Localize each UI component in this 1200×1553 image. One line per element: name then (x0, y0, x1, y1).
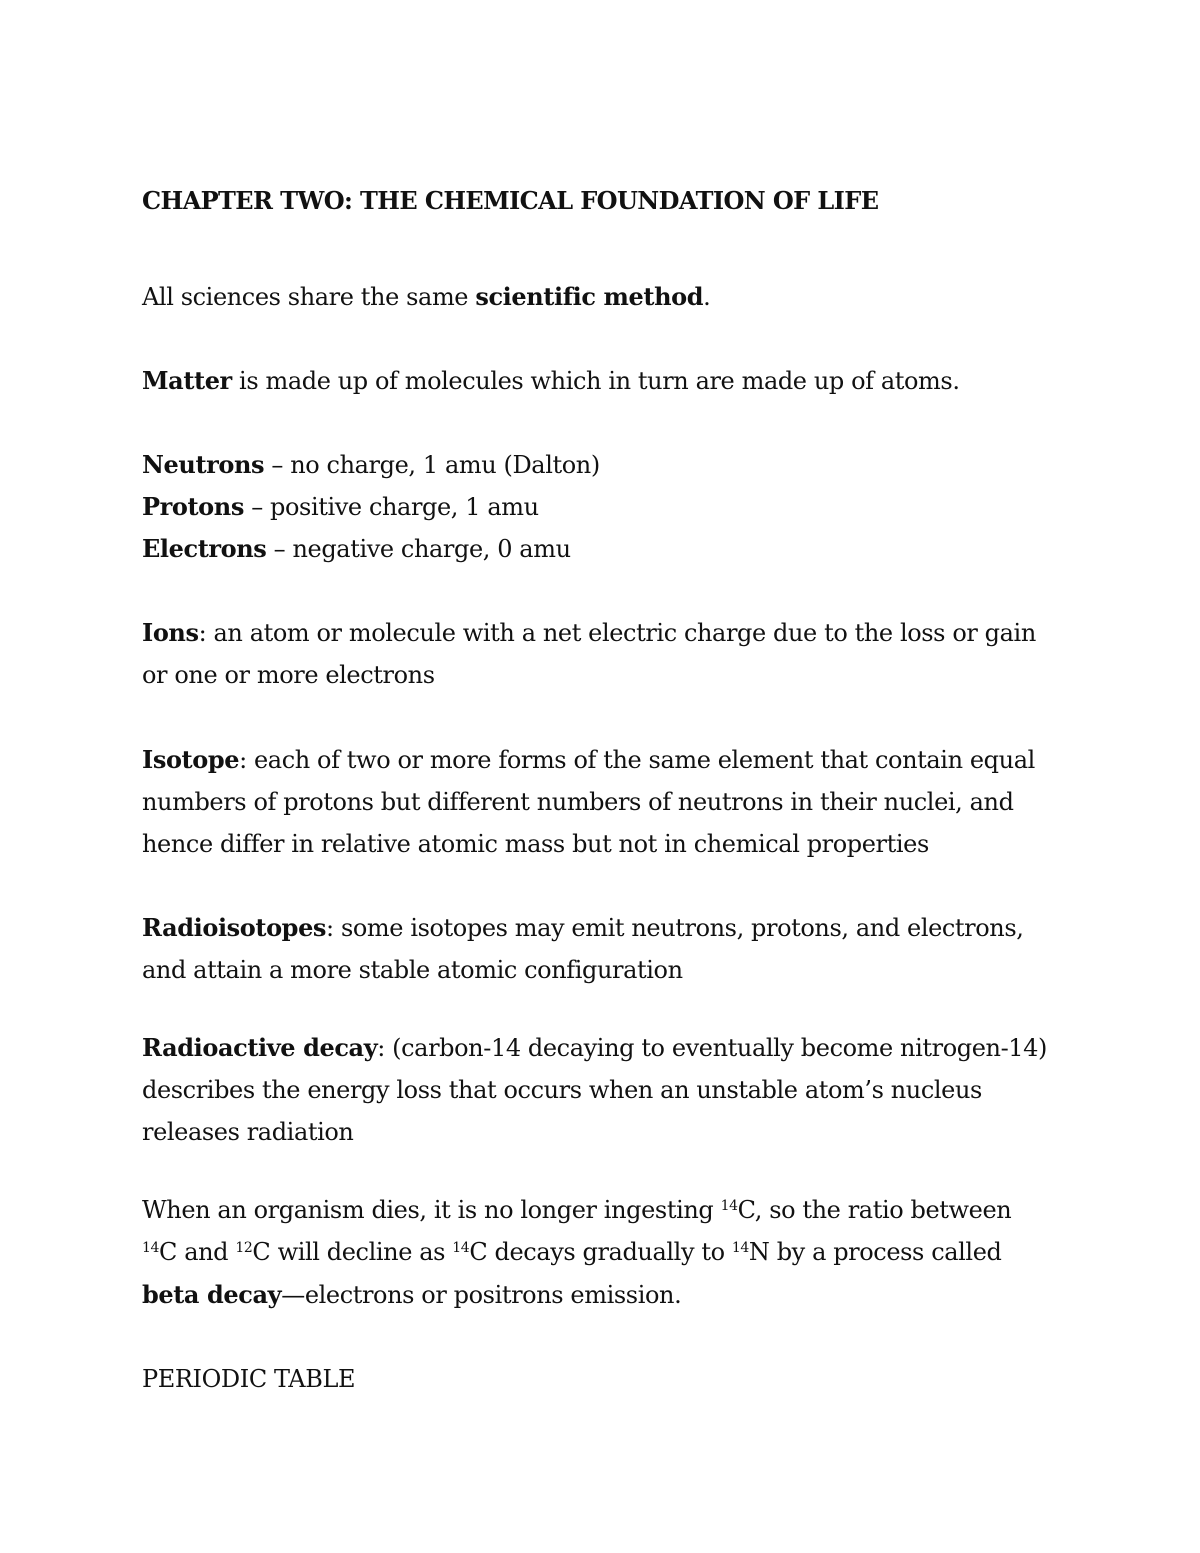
text: —electrons or positrons emission. (281, 1281, 682, 1309)
paragraph-organism (142, 1189, 1011, 1231)
term-protons: Protons (142, 492, 244, 521)
particle-neutrons (142, 444, 600, 486)
text: C decays gradually to (469, 1238, 732, 1266)
text: is made up of molecules which in turn are made up of atoms. (231, 367, 960, 395)
paragraph-radioisotopes (142, 907, 1024, 949)
paragraph-scientific-method (142, 276, 710, 318)
term-ions: Ions (142, 618, 199, 647)
superscript: 14 (720, 1198, 738, 1214)
paragraph-organism-cont (142, 1274, 681, 1316)
superscript: 12 (235, 1240, 253, 1256)
chapter-title: CHAPTER TWO: THE CHEMICAL FOUNDATION OF LIFE (142, 186, 879, 215)
paragraph-isotope-cont: hence differ in relative atomic mass but not in chemical properties (142, 830, 929, 858)
paragraph-ions (142, 612, 1036, 654)
term-isotope: Isotope (142, 745, 240, 774)
text: : each of two or more forms of the same element that contain equal (239, 746, 1035, 774)
particle-protons (142, 486, 539, 528)
text: C will decline as (252, 1238, 453, 1266)
term-beta-decay: beta decay (142, 1280, 282, 1309)
text: – positive charge, 1 amu (243, 493, 539, 521)
term-scientific-method: scientific method (475, 282, 704, 311)
term-neutrons: Neutrons (142, 450, 265, 479)
text: N by a process called (748, 1238, 1002, 1266)
paragraph-radioactive-decay-cont: releases radiation (142, 1118, 354, 1146)
text: – negative charge, 0 amu (266, 535, 571, 563)
term-radioisotopes: Radioisotopes (142, 913, 327, 942)
text: : an atom or molecule with a net electric charge due to the loss or gain (198, 619, 1036, 647)
section-periodic-table: PERIODIC TABLE (142, 1365, 356, 1393)
term-matter: Matter (142, 366, 232, 395)
text: When an organism dies, it is no longer ingesting (142, 1196, 721, 1224)
text: . (703, 283, 711, 311)
paragraph-isotope (142, 739, 1035, 781)
term-radioactive-decay: Radioactive decay (142, 1033, 378, 1062)
text: All sciences share the same (142, 283, 476, 311)
text: : some isotopes may emit neutrons, protons, and electrons, (326, 914, 1024, 942)
term-electrons: Electrons (142, 534, 267, 563)
text: C, so the ratio between (737, 1196, 1012, 1224)
superscript: 14 (142, 1240, 160, 1256)
superscript: 14 (731, 1240, 749, 1256)
text: – no charge, 1 amu (Dalton) (264, 451, 600, 479)
paragraph-radioactive-decay (142, 1027, 1047, 1069)
paragraph-organism-cont (142, 1231, 1001, 1273)
paragraph-isotope-cont: numbers of protons but different numbers of neutrons in their nuclei, and (142, 788, 1014, 816)
superscript: 14 (452, 1240, 470, 1256)
text: C and (159, 1238, 236, 1266)
particle-electrons (142, 528, 571, 570)
paragraph-ions-cont: or one or more electrons (142, 661, 435, 689)
text: : (carbon-14 decaying to eventually become nitrogen-14) (377, 1034, 1047, 1062)
paragraph-radioactive-decay-cont: describes the energy loss that occurs when an unstable atom’s nucleus (142, 1076, 982, 1104)
paragraph-matter (142, 360, 960, 402)
paragraph-radioisotopes-cont: and attain a more stable atomic configuration (142, 956, 683, 984)
